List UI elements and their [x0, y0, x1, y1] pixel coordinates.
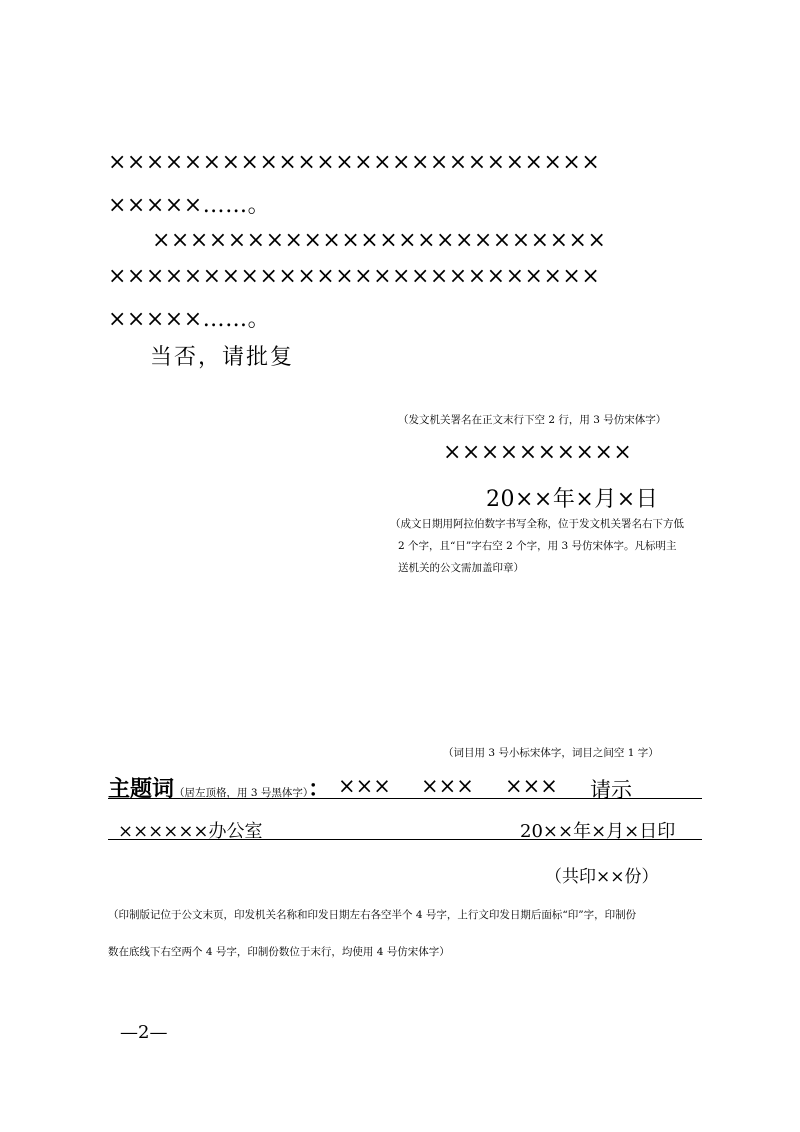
subject-term-1: ×××: [338, 774, 391, 798]
subject-label-note: （居左顶格，用 3 号黑体字）: [174, 787, 309, 799]
subject-term-3: ×××: [505, 774, 558, 798]
date-note-line3: 送机关的公文需加盖印章）: [398, 562, 524, 574]
body-para2-line3: ×××××……。: [108, 307, 271, 332]
page-number: —2—: [120, 1022, 168, 1043]
imprint-rule: [108, 839, 702, 840]
body-para1-line1: ××××××××××××××××××××××××××: [108, 150, 601, 175]
body-para1-line2: ×××××……。: [108, 193, 271, 218]
imprint-office: ××××××办公室: [118, 821, 263, 842]
imprint-note-line2: 数在底线下右空两个 4 号字，印制份数位于末行，均使用 4 号仿宋体字）: [108, 946, 450, 958]
issuer-name: ××××××××××: [443, 440, 633, 465]
copies-count: （共印××份）: [545, 867, 659, 887]
closing-phrase: 当否，请批复: [150, 345, 295, 370]
subject-term-4: 请示: [590, 778, 632, 802]
body-para2-line2: ××××××××××××××××××××××××××: [108, 264, 601, 289]
issue-date: 20××年×月×日: [486, 487, 659, 512]
signature-note: （发文机关署名在正文末行下空 2 行，用 3 号仿宋体字）: [398, 414, 667, 426]
subject-colon: ：: [308, 777, 331, 802]
subject-label: 主题词: [108, 777, 175, 802]
subject-term-2: ×××: [421, 774, 474, 798]
subject-rule: [108, 798, 702, 799]
body-para2-line1: ××××××××××××××××××××××××: [152, 228, 607, 253]
imprint-note-line1: （印制版记位于公文末页，印发机关名称和印发日期左右各空半个 4 号字，上行文印发日期后面标“印”字，印制份: [108, 909, 637, 921]
imprint-date: 20××年×月×日印: [520, 821, 676, 842]
date-note-line2: 2 个字，且“日”字右空 2 个字，用 3 号仿宋体字。凡标明主: [398, 540, 677, 552]
date-note-line1: （成文日期用阿拉伯数字书写全称，位于发文机关署名右下方低: [390, 518, 684, 530]
subject-note: （词目用 3 号小标宋体字，词目之间空 1 字）: [443, 747, 659, 759]
